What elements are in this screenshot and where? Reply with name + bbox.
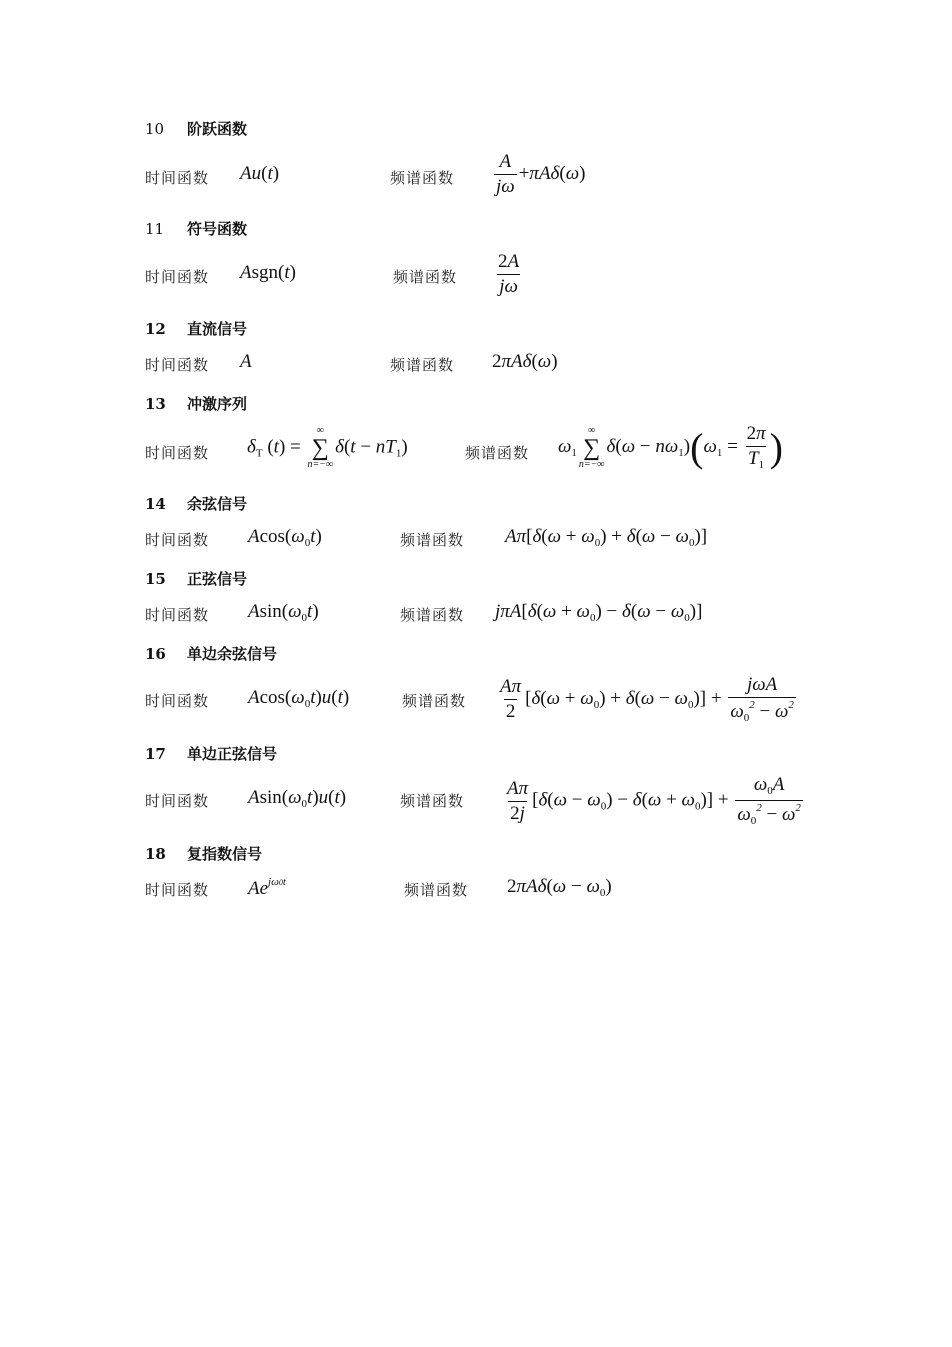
time-label: 时间函数: [145, 606, 210, 624]
formula-18-time: $Ae^{j\omega 0t}$: [248, 876, 286, 899]
spectrum-label: 频谱函数: [402, 692, 467, 710]
formula-15-time: $Asin(\omega_0t)$: [248, 601, 319, 624]
formula-12-spectrum: 2πAδ(ω): [492, 351, 558, 372]
formula-15-spectrum: $j\pi A[\delta(\omega + \omega_0) - \delta(\omega - \omega_0)]$: [495, 601, 703, 624]
spectrum-label: 频谱函数: [400, 606, 465, 624]
formula-11-time: Asgn(t): [240, 262, 296, 283]
formula-10-time: Au(t): [240, 163, 280, 184]
section-10-header: 10 阶跃函数: [145, 120, 248, 138]
formula-14-time: $Acos(\omega_0t)$: [248, 526, 322, 549]
time-label: 时间函数: [145, 692, 210, 710]
formula-17-spectrum: $\frac{A\pi}{2j}$ $[\delta(\omega - \omega_0) - \delta(\omega + \omega_0)]$ + $\frac{\omega_0A}{\omega_0^2 - \omega^2}$: [507, 774, 801, 827]
section-17-header: 17 单边正弦信号: [145, 745, 278, 763]
time-label: 时间函数: [145, 356, 210, 374]
spectrum-label: 频谱函数: [465, 444, 530, 462]
spectrum-label: 频谱函数: [400, 792, 465, 810]
formula-13-spectrum: $\omega_1$ ∞ ∑ n=−∞ $\delta(\omega - n\omega_1)(\omega_1$ = $\frac{2\pi}{T_1}$ ): [558, 423, 783, 471]
formula-14-spectrum: $A\pi[\delta(\omega + \omega_0) + \delta(\omega - \omega_0)]$: [505, 526, 708, 549]
formula-16-time: $Acos(\omega_0t)u(t)$: [248, 687, 350, 710]
section-14-header: 14 余弦信号: [145, 495, 248, 513]
spectrum-label: 频谱函数: [390, 356, 455, 374]
section-13-header: 13 冲激序列: [145, 395, 248, 413]
spectrum-label: 频谱函数: [404, 881, 469, 899]
section-15-header: 15 正弦信号: [145, 570, 248, 588]
formula-17-time: $Asin(\omega_0t)u(t)$: [248, 787, 347, 810]
formula-11-spectrum: $\frac{2A}{j\omega}$: [498, 251, 520, 297]
section-18-header: 18 复指数信号: [145, 845, 263, 863]
formula-10-spectrum: $\frac{A}{j\omega}$ +πAδ(ω): [496, 151, 586, 197]
spectrum-label: 频谱函数: [390, 169, 455, 187]
section-16-header: 16 单边余弦信号: [145, 645, 278, 663]
formula-16-spectrum: $\frac{A\pi}{2}$ $[\delta(\omega + \omega_0) + \delta(\omega - \omega_0)]$ + $\frac{\text{jωA}}{\omega_0^2 - \omega^2}$: [500, 674, 794, 724]
section-12-header: 12 直流信号: [145, 320, 248, 338]
time-label: 时间函数: [145, 792, 210, 810]
section-11-header: 11 符号函数: [145, 220, 248, 238]
formula-18-spectrum: $2\pi A\delta(\omega - \omega_0)$: [507, 876, 612, 899]
spectrum-label: 频谱函数: [400, 531, 465, 549]
formula-13-time: $\delta_T$ (t) = ∞ ∑ n=−∞ $\delta(t - nT_1)$: [247, 425, 408, 470]
time-label: 时间函数: [145, 881, 210, 899]
time-label: 时间函数: [145, 268, 210, 286]
time-label: 时间函数: [145, 444, 210, 462]
spectrum-label: 频谱函数: [393, 268, 458, 286]
time-label: 时间函数: [145, 531, 210, 549]
time-label: 时间函数: [145, 169, 210, 187]
formula-12-time: A: [240, 351, 252, 372]
